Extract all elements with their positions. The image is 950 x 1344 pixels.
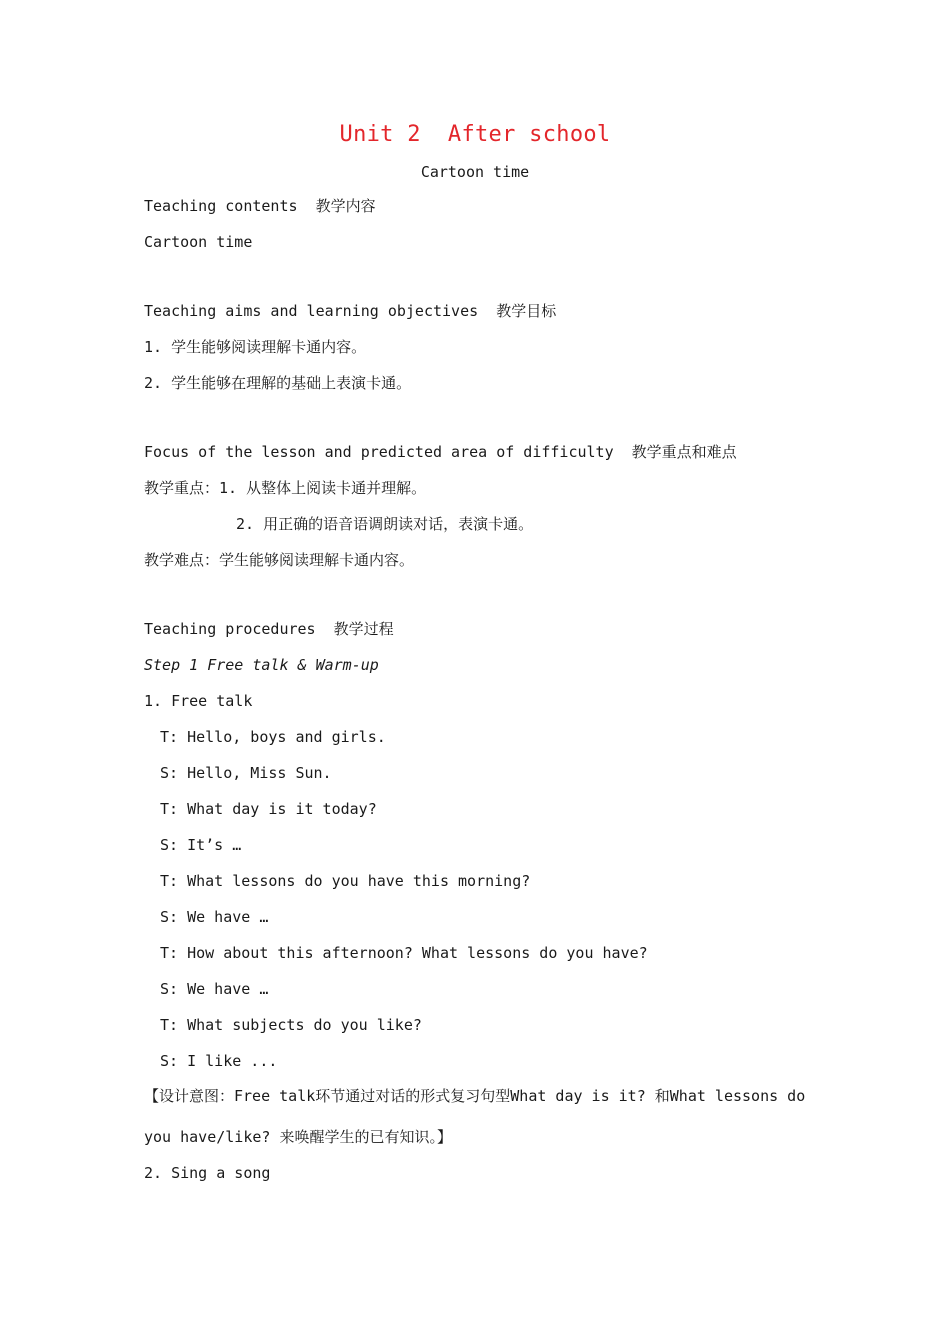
contents-body: Cartoon time bbox=[144, 233, 253, 251]
focus-heading: Focus of the lesson and predicted area of difficulty 教学重点和难点 bbox=[144, 443, 737, 461]
contents-heading: Teaching contents 教学内容 bbox=[144, 197, 376, 215]
step-1-heading: Step 1 Free talk & Warm-up bbox=[144, 656, 379, 674]
aims-heading: Teaching aims and learning objectives 教学目标 bbox=[144, 302, 557, 320]
dialogue-line: T: What lessons do you have this morning? bbox=[160, 872, 531, 890]
dialogue-line: T: Hello, boys and girls. bbox=[160, 728, 386, 746]
procedures-heading: Teaching procedures 教学过程 bbox=[144, 620, 394, 638]
page-title: Unit 2 After school bbox=[339, 122, 611, 147]
dialogue-line: T: What day is it today? bbox=[160, 800, 377, 818]
aims-item-1: 1. 学生能够阅读理解卡通内容。 bbox=[144, 338, 367, 356]
page-subtitle: Cartoon time bbox=[420, 163, 530, 181]
dialogue-line: T: How about this afternoon? What lessons do you have? bbox=[160, 944, 648, 962]
focus-item-2: 2. 用正确的语音语调朗读对话，表演卡通。 bbox=[236, 515, 534, 533]
difficulty-item: 教学难点：学生能够阅读理解卡通内容。 bbox=[144, 551, 415, 569]
dialogue-line: S: I like ... bbox=[160, 1052, 278, 1070]
focus-item-1: 教学重点：1. 从整体上阅读卡通并理解。 bbox=[144, 479, 427, 497]
sing-song-label: 2. Sing a song bbox=[144, 1164, 271, 1182]
dialogue-line: T: What subjects do you like? bbox=[160, 1016, 422, 1034]
design-note: 【设计意图：Free talk环节通过对话的形式复习句型What day is it? 和What lessons do you have/like? 来唤醒学生的已有知识。】 bbox=[144, 1087, 806, 1146]
dialogue-line: S: It’s … bbox=[160, 836, 242, 854]
dialogue-line: S: Hello, Miss Sun. bbox=[160, 764, 332, 782]
dialogue-line: S: We have … bbox=[160, 908, 269, 926]
dialogue-line: S: We have … bbox=[160, 980, 269, 998]
free-talk-label: 1. Free talk bbox=[144, 692, 253, 710]
aims-item-2: 2. 学生能够在理解的基础上表演卡通。 bbox=[144, 374, 412, 392]
